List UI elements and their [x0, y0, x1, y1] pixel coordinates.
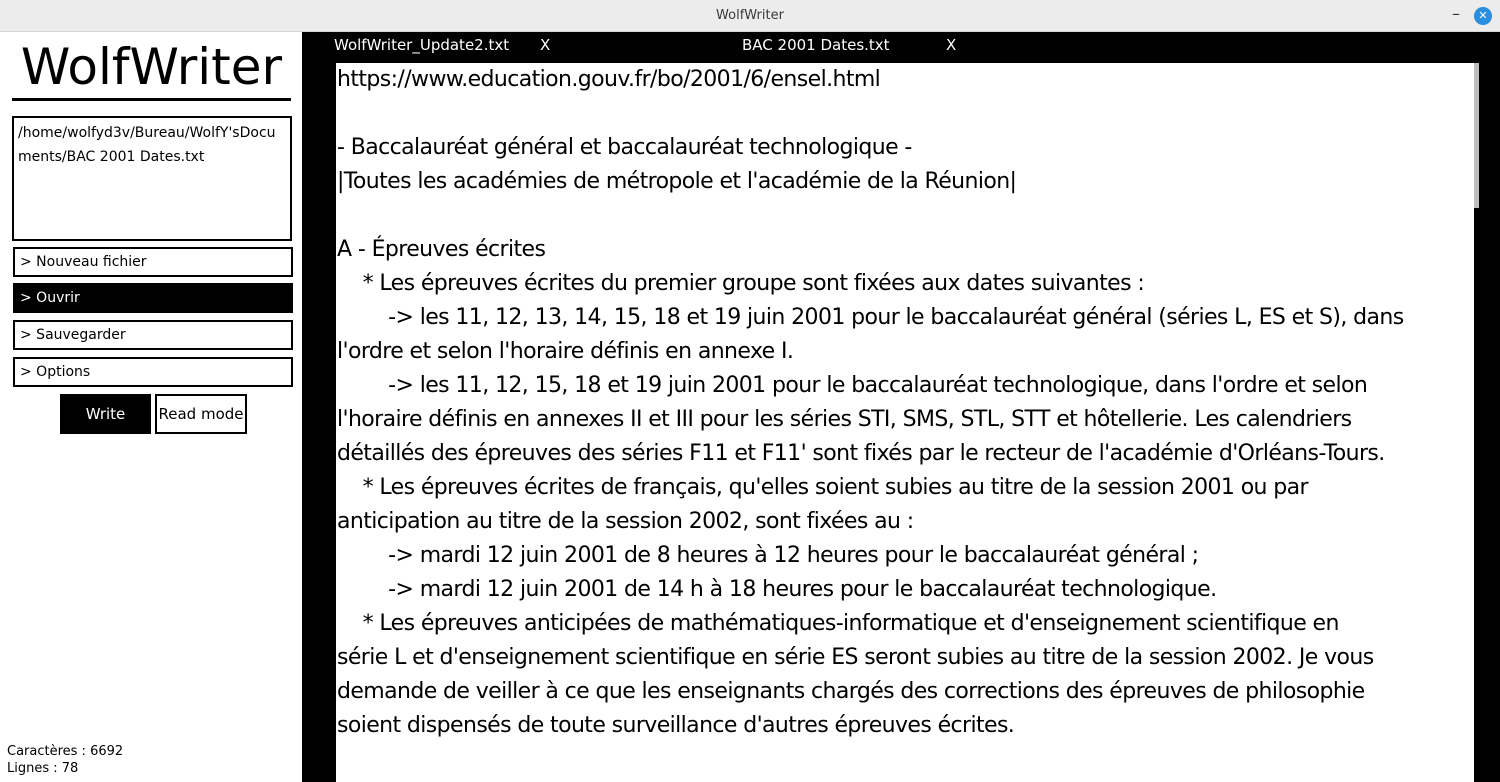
document-stats: [7, 743, 123, 777]
editor-line: * Les épreuves écrites du premier groupe sont fixées aux dates suivantes :: [337, 271, 1145, 296]
editor-line: * Les épreuves écrites de français, qu'elles soient subies au titre de la session 2001 ou par: [337, 475, 1308, 500]
window-title: WolfWriter: [716, 8, 784, 23]
editor-line: -> mardi 12 juin 2001 de 8 heures à 12 heures pour le baccalauréat général ;: [337, 543, 1199, 568]
window-titlebar: [0, 0, 1500, 32]
tab-wolfwriter-update2[interactable]: [334, 35, 564, 59]
line-count: Lignes : 78: [7, 761, 79, 776]
text-editor-area[interactable]: [336, 63, 1474, 782]
tab-label: BAC 2001 Dates.txt: [742, 36, 890, 54]
editor-line: série L et d'enseignement scientifique en série ES seront subies au titre de la session 2002. Je vous: [337, 645, 1374, 670]
read-mode-button[interactable]: Read mode: [155, 394, 247, 434]
write-mode-button[interactable]: Write mode: [60, 394, 151, 434]
tab-close-button[interactable]: X: [540, 36, 551, 54]
options-button[interactable]: > Options: [13, 357, 293, 387]
editor-line: -> mardi 12 juin 2001 de 14 h à 18 heures pour le baccalauréat technologique.: [337, 577, 1217, 602]
editor-line: détaillés des épreuves des séries F11 et F11' sont fixés par le recteur de l'académie d'Orléans-Tours.: [337, 441, 1385, 466]
editor-line: l'ordre et selon l'horaire définis en annexe I.: [337, 339, 794, 364]
tab-label: WolfWriter_Update2.txt: [334, 36, 510, 54]
open-button[interactable]: > Ouvrir: [13, 283, 293, 313]
scrollbar-thumb[interactable]: [1474, 63, 1479, 208]
minimize-button[interactable]: –: [1452, 4, 1460, 23]
close-button[interactable]: ✕: [1474, 7, 1492, 25]
tab-close-button[interactable]: X: [946, 36, 957, 54]
new-file-button[interactable]: > Nouveau fichier: [13, 247, 293, 277]
editor-line: demande de veiller à ce que les enseignants chargés des corrections des épreuves de philosophie: [337, 679, 1365, 704]
editor-line: https://www.education.gouv.fr/bo/2001/6/ensel.html: [337, 67, 881, 92]
editor-line: l'horaire définis en annexes II et III pour les séries STI, SMS, STL, STT et hôtellerie. Les calendriers: [337, 407, 1352, 432]
character-count: Caractères : 6692: [7, 744, 124, 759]
file-path-display: /home/wolfyd3v/Bureau/WolfY'sDocuments/BAC 2001 Dates.txt: [12, 116, 292, 241]
vertical-scrollbar[interactable]: [1474, 63, 1500, 782]
brand-divider: [12, 98, 291, 101]
sidebar: [0, 32, 302, 782]
editor-line: * Les épreuves anticipées de mathématiques-informatique et d'enseignement scientifique en: [337, 611, 1339, 636]
app-logo-title: WolfWriter: [20, 38, 283, 96]
editor-line: - Baccalauréat général et baccalauréat technologique -: [337, 135, 912, 160]
editor-line: soient dispensés de toute surveillance d'autres épreuves écrites.: [337, 713, 1015, 738]
tab-bac-2001-dates[interactable]: [742, 35, 972, 59]
editor-line: A - Épreuves écrites: [337, 237, 546, 262]
editor-line: -> les 11, 12, 15, 18 et 19 juin 2001 pour le baccalauréat technologique, dans l'ordre et selon: [337, 373, 1368, 398]
editor-line: anticipation au titre de la session 2002, sont fixées au :: [337, 509, 914, 534]
save-button[interactable]: > Sauvegarder: [13, 320, 293, 350]
editor-line: |Toutes les académies de métropole et l'académie de la Réunion|: [337, 169, 1017, 194]
editor-line: -> les 11, 12, 13, 14, 15, 18 et 19 juin 2001 pour le baccalauréat général (séries L, ES et S), dans: [337, 305, 1404, 330]
